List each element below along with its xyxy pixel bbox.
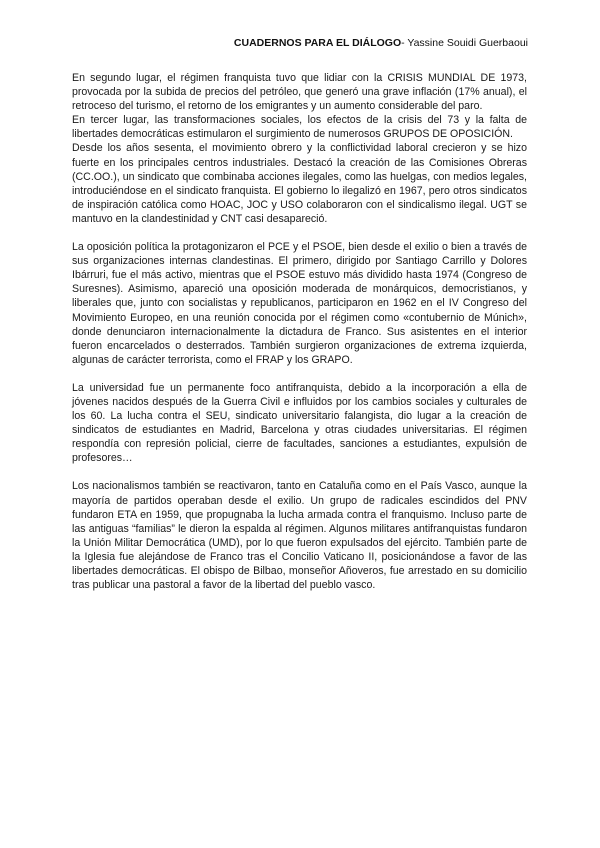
paragraph-labour-movement: Desde los años sesenta, el movimiento obrero y la conflictividad laboral crecieron y se hizo fuerte en los principales centros industriales. Destacó la creación de las Comisiones Obreras (CC.OO.), un sindicato que combinaba acciones ilegales, como las huelgas, con medios legales, introduciéndose en el sindicato franquista. El gobierno lo ilegalizó en 1967, pero otros sindicatos de inspiración católica como HOAC, JOC y USO colaboraron con el sindicalismo ilegal. UGT se mantuvo en la clandestinidad y CNT casi desapareció. [72, 142, 527, 225]
paragraph-opposition-groups: En tercer lugar, las transformaciones sociales, los efectos de la crisis del 73 y la falta de libertades democráticas estimularon el surgimiento de numerosos GRUPOS DE OPOSICIÓN. [72, 114, 527, 141]
paragraph-crisis-1973: En segundo lugar, el régimen franquista tuvo que lidiar con la CRISIS MUNDIAL DE 1973, provocada por la subida de precios del petróleo, que generó una grave inflación (17% anual), el retroceso del turismo, el retorno de los emigrantes y un aumento considerable del paro. [72, 72, 527, 113]
page-header [234, 37, 528, 49]
header-series-title: CUADERNOS PARA EL DIÁLOGO [233, 37, 402, 49]
document-body [72, 71, 527, 592]
paragraph-political-opposition: La oposición política la protagonizaron el PCE y el PSOE, bien desde el exilio o bien a través de sus organizaciones internas clandestinas. El primero, dirigido por Santiago Carrillo y Dolores Ibárruri, fue el más activo, mientras que el PSOE estuvo más dividido hasta 1974 (Congreso de Suresnes). Asimismo, apareció una oposición moderada de monárquicos, democristianos, y liberales que, junto con socialistas y republicanos, participaron en 1962 en el IV Congreso del Movimiento Europeo, en una reunión conocida por el régimen como «contubernio de Múnich», donde denunciaron internacionalmente la dictadura de Franco. Sus asistentes en el interior fueron encarcelados o desterrados. También surgieron organizaciones de extrema izquierda, algunas de carácter terrorista, como el FRAP y los GRAPO. [72, 241, 527, 366]
paragraph-nationalisms: Los nacionalismos también se reactivaron, tanto en Cataluña como en el País Vasco, aunque la mayoría de partidos operaban desde el exilio. Un grupo de radicales escindidos del PNV fundaron ETA en 1959, que propugnaba la lucha armada contra el franquismo. Incluso parte de las antiguas “familias” le dieron la espalda al régimen. Algunos militares antifranquistas fundaron la Unión Militar Democrática (UMD), por lo que fueron expulsados del ejército. También parte de la Iglesia fue alejándose de Franco tras el Concilio Vaticano II, posicionándose a favor de las libertades democráticas. El obispo de Bilbao, monseñor Añoveros, fue arrestado en su domicilio tras publicar una pastoral a favor de la libertad del pueblo vasco. [72, 480, 527, 592]
header-author: - Yassine Souidi Guerbaoui [401, 37, 528, 49]
paragraph-university: La universidad fue un permanente foco antifranquista, debido a la incorporación a ella de jóvenes nacidos después de la Guerra Civil e influidos por los cambios sociales y culturales de los 60. La lucha contra el SEU, sindicato universitario falangista, dio lugar a la creación de sindicatos de estudiantes en Madrid, Barcelona y otras ciudades universitarias. El régimen respondía con represión policial, cierre de facultades, sanciones a estudiantes, expulsión de profesores… [72, 381, 527, 465]
